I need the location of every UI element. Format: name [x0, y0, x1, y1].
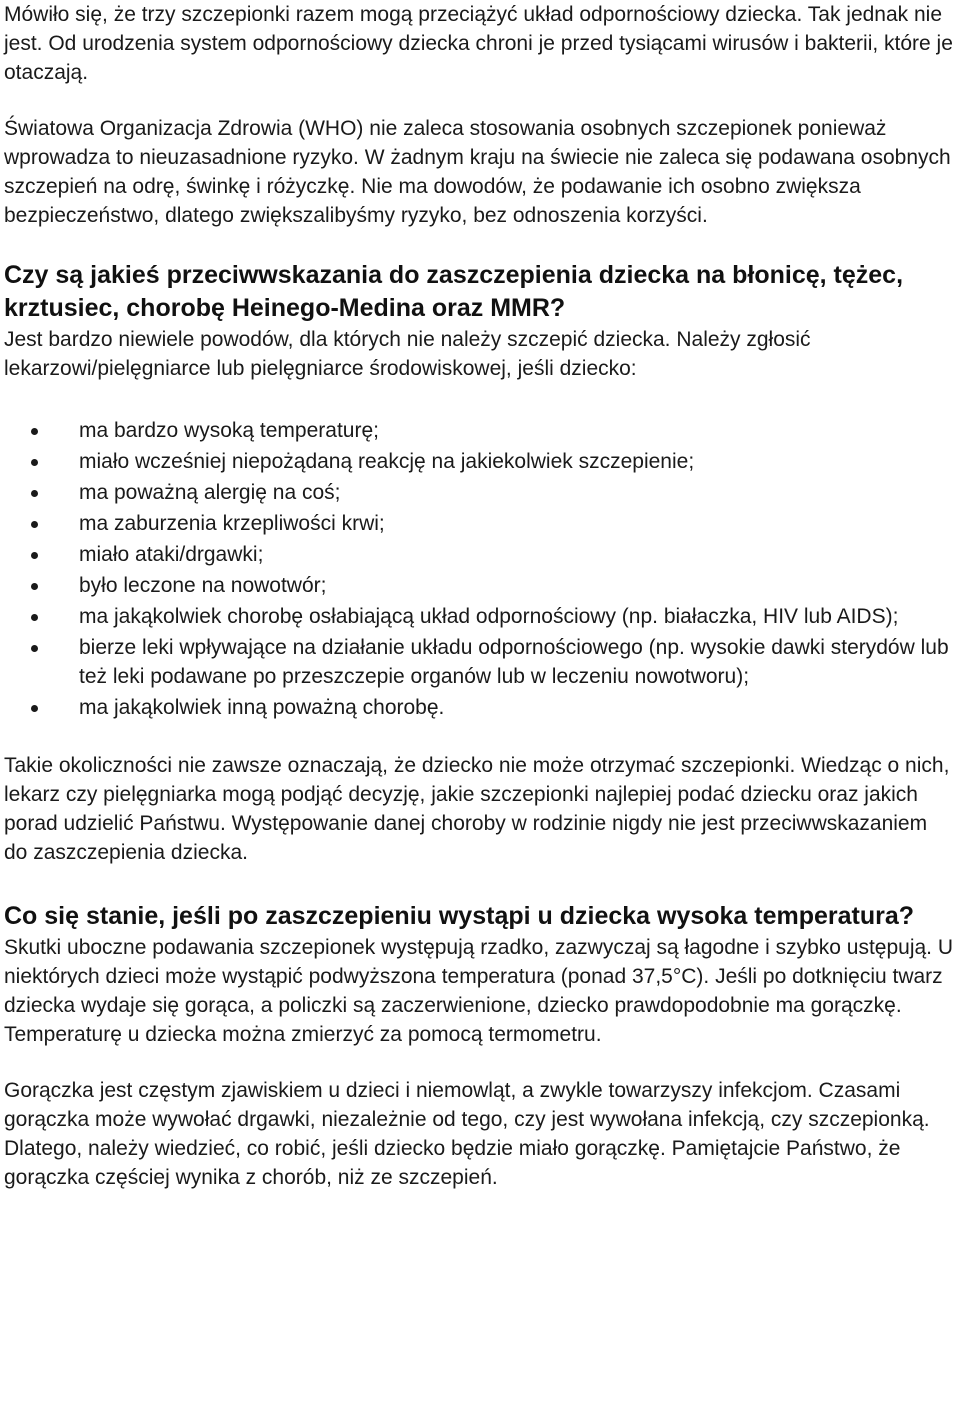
list-item-text: ma zaburzenia krzepliwości krwi; [79, 512, 385, 535]
fever-section [4, 900, 956, 1192]
list-item [4, 447, 956, 476]
contraindications-heading: Czy są jakieś przeciwwskazania do zaszczepienia dziecka na błonicę, tężec, krztusiec, chorobę Heinego-Medina oraz MMR? [4, 261, 904, 322]
fever-paragraph-2: Gorączka jest częstym zjawiskiem u dzieci i niemowląt, a zwykle towarzyszy infekcjom. Czasami gorączka może wywołać drgawki, niezależnie od tego, czy jest wywołana infekcją, czy szczepionką. Dlatego, należy wiedzieć, co robić, jeśli dziecko będzie miało gorączkę. Pamiętajcie Państwo, że gorączka częściej wynika z chorób, niż ze szczepień. [4, 1079, 930, 1189]
list-item [4, 540, 956, 569]
list-item [4, 478, 956, 507]
contraindications-outro: Takie okoliczności nie zawsze oznaczają, że dziecko nie może otrzymać szczepionki. Wiedząc o nich, lekarz czy pielęgniarka mogą podjąć decyzję, jakie szczepionki najlepiej podać dziecku oraz jakich porad udzielić Państwu. Występowanie danej choroby w rodzinie nigdy nie jest przeciwwskazaniem do zaszczepienia dziecka. [4, 754, 950, 864]
list-item [4, 509, 956, 538]
bullet-icon [31, 459, 38, 466]
intro-paragraph-1: Mówiło się, że trzy szczepionki razem mogą przeciążyć układ odpornościowy dziecka. Tak jednak nie jest. Od urodzenia system odpornościowy dziecka chroni je przed tysiącami wirusów i bakterii, które je otaczają. [4, 3, 953, 84]
bullet-icon [31, 428, 38, 435]
document-page [4, 0, 956, 1192]
intro-paragraph-2: Światowa Organizacja Zdrowia (WHO) nie zaleca stosowania osobnych szczepionek ponieważ wprowadza to nieuzasadnione ryzyko. W żadnym kraju na świecie nie zaleca się podawana osobnych szczepień na odrę, świnkę i różyczkę. Nie ma dowodów, że podawanie ich osobno zwiększa bezpieczeństwo, dlatego zwiększalibyśmy ryzyko, bez odnoszenia korzyści. [4, 117, 951, 227]
bullet-icon [31, 521, 38, 528]
list-item-text: ma jakąkolwiek chorobę osłabiającą układ odpornościowy (np. białaczka, HIV lub AIDS); [79, 605, 899, 628]
list-item [4, 416, 956, 445]
contraindications-list [4, 416, 956, 722]
list-item-text: ma bardzo wysoką temperaturę; [79, 419, 379, 442]
list-item-text: ma jakąkolwiek inną poważną chorobę. [79, 696, 445, 719]
list-item [4, 633, 956, 691]
bullet-icon [31, 705, 38, 712]
bullet-icon [31, 645, 38, 652]
bullet-icon [31, 583, 38, 590]
list-item-text: miało ataki/drgawki; [79, 543, 264, 566]
bullet-icon [31, 614, 38, 621]
list-item-text: miało wcześniej niepożądaną reakcję na jakiekolwiek szczepienie; [79, 450, 695, 473]
list-item [4, 602, 956, 631]
list-item-text: ma poważną alergię na coś; [79, 481, 341, 504]
list-item-text: było leczone na nowotwór; [79, 574, 327, 597]
list-item [4, 693, 956, 722]
list-item-text: bierze leki wpływające na działanie układu odpornościowego (np. wysokie dawki sterydów lub też leki podawane po przeszczepie organów lub w leczeniu nowotworu); [79, 636, 949, 688]
contraindications-intro: Jest bardzo niewiele powodów, dla których nie należy szczepić dziecka. Należy zgłosić lekarzowi/pielęgniarce lub pielęgniarce środowiskowej, jeśli dziecko: [4, 328, 811, 380]
list-item [4, 571, 956, 600]
contraindications-section [4, 259, 956, 867]
bullet-icon [31, 490, 38, 497]
bullet-icon [31, 552, 38, 559]
fever-heading: Co się stanie, jeśli po zaszczepieniu wystąpi u dziecka wysoka temperatura? [4, 902, 915, 930]
fever-paragraph-1: Skutki uboczne podawania szczepionek występują rzadko, zazwyczaj są łagodne i szybko ustępują. U niektórych dzieci może wystąpić podwyższona temperatura (ponad 37,5°C). Jeśli po dotknięciu twarz dziecka wydaje się gorąca, a policzki są zaczerwienione, dziecko prawdopodobnie ma gorączkę. Temperaturę u dziecka można zmierzyć za pomocą termometru. [4, 936, 954, 1046]
